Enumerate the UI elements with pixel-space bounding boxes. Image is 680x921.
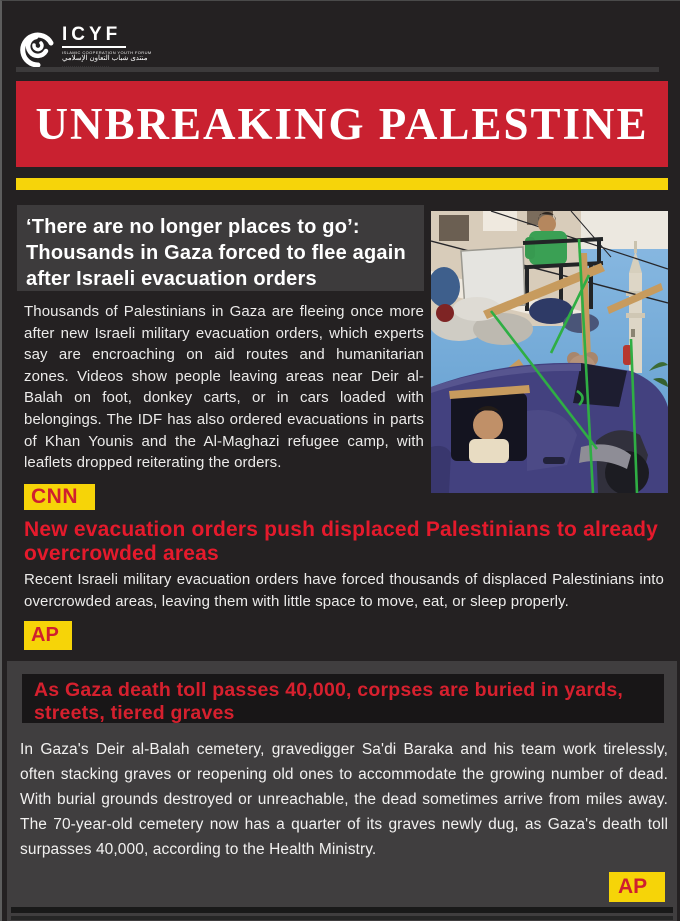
story3-body: In Gaza's Deir al-Balah cemetery, gravedigger Sa'di Baraka and his team work tirelessly, often stacking graves or reopening old ones to accommodate the growing number of dead. With burial grounds destroyed or unreachable, the dead sometimes arrive from miles away. The 70-year-old cemetery now has a quarter of its graves newly dug, as Gaza's death toll surpasses 40,000, according to the Health Ministry. <box>20 741 668 858</box>
source-badge-ap: AP <box>24 621 72 650</box>
logo-subtitle-latin: ISLAMIC COOPERATION YOUTH FORUM <box>62 50 152 55</box>
source-badge-ap-2: AP <box>609 872 665 902</box>
story3-section <box>7 661 677 921</box>
story2-body: Recent Israeli military evacuation orders have forced thousands of displaced Palestinians into overcrowded areas, leaving them with little space to move, eat, or sleep properly. <box>24 571 664 610</box>
footer-divider-1 <box>11 907 673 913</box>
source-badge-cnn: CNN <box>24 484 95 510</box>
poster-title: UNBREAKING PALESTINE <box>35 99 649 149</box>
logo-subtitle-arabic: منتدى شباب التعاون الإسلامي <box>62 55 148 62</box>
icyf-spiral-icon <box>16 25 60 71</box>
title-banner <box>16 81 668 167</box>
news-photo <box>431 211 668 493</box>
story3-headline: As Gaza death toll passes 40,000, corpses are buried in yards, streets, tiered graves <box>34 679 623 724</box>
footer-divider-2 <box>11 916 673 920</box>
story1-body: Thousands of Palestinians in Gaza are fleeing once more after new Israeli military evacuation orders, which experts say are encroaching on aid routes and humanitarian zones. Videos show people leaving areas near Deir al-Balah on foot, donkey carts, or in cars loaded with belongings. The IDF has also ordered evacuations in parts of Khan Younis and the Al-Maghazi refugee camp, with leaflets dropped reiterating the orders. <box>24 303 424 472</box>
story1-headline: ‘There are no longer places to go’: Thousands in Gaza forced to flee again after Israeli evacuation orders <box>26 216 406 290</box>
logo-name: ICYF <box>62 25 126 48</box>
story2-headline: New evacuation orders push displaced Palestinians to already overcrowded areas <box>24 518 659 565</box>
yellow-divider <box>16 178 668 190</box>
icyf-logo <box>16 25 196 71</box>
header-divider <box>16 67 659 72</box>
logo-subtitle-dots: ˌˌˌˌˌˌˌˌˌˌˌˌˌˌˌˌˌˌˌˌˌˌˌˌ <box>62 63 110 67</box>
story3-headline-box <box>22 674 664 723</box>
icyf-logo-text <box>62 25 152 71</box>
story1-headline-box <box>17 205 424 291</box>
